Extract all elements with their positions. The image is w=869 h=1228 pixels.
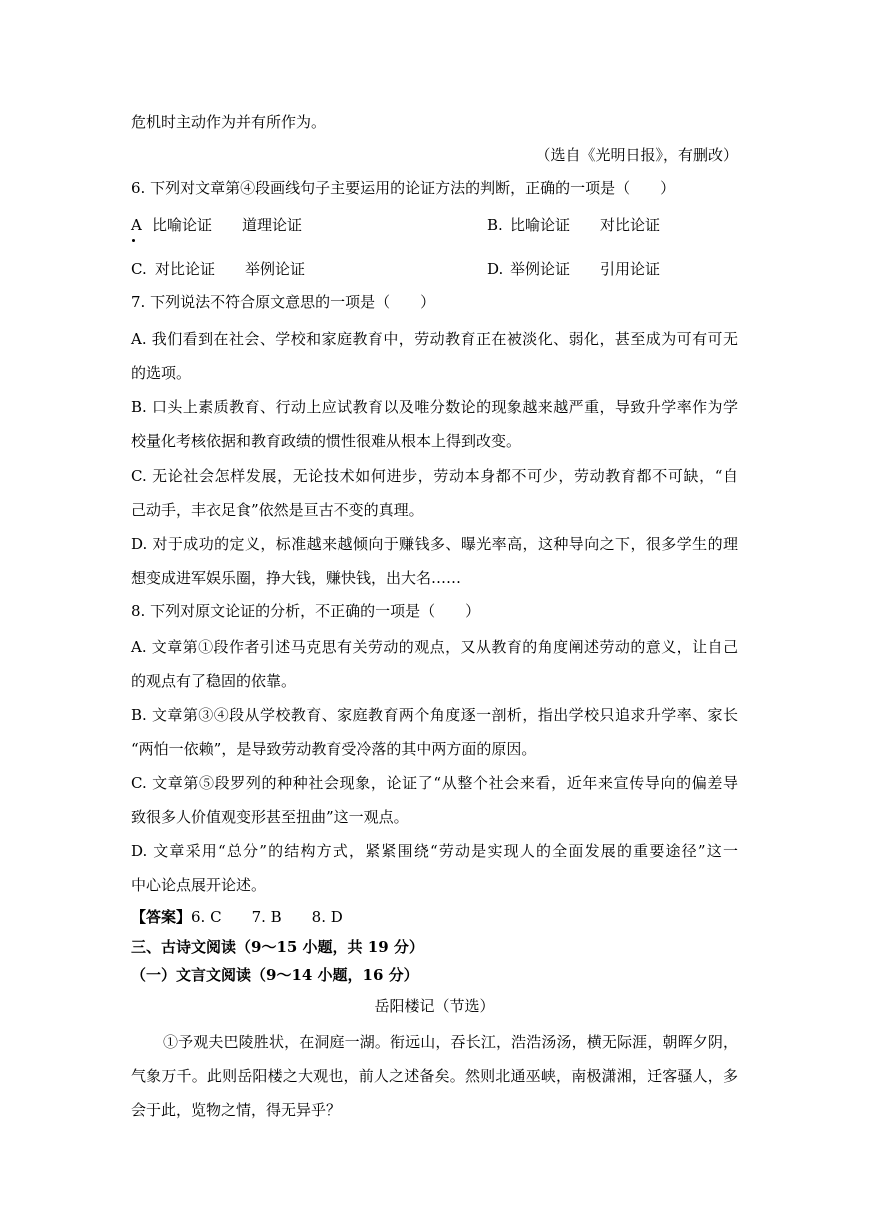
q8-option-b-line: B. 文章第③④段从学校教育、家庭教育两个角度逐一剖析，指出学校只追求升学率、家长 xyxy=(131,706,738,724)
passage-line: ①予观夫巴陵胜状，在洞庭一湖。衔远山，吞长江，浩浩汤汤，横无际涯，朝晖夕阴， xyxy=(163,1033,738,1051)
passage-line: 会于此，览物之情，得无异乎？ xyxy=(131,1101,342,1119)
q7-option-b-line: 校量化考核依据和教育政绩的惯性很难从根本上得到改变。 xyxy=(131,432,522,450)
q6-option-b-label: B. xyxy=(487,216,503,234)
q8-option-c-line: 致很多人价值观变形甚至扭曲”这一观点。 xyxy=(131,808,409,826)
q7-option-c-line: C. 无论社会怎样发展，无论技术如何进步，劳动本身都不可少，劳动教育都不可缺，“自 xyxy=(131,467,738,485)
passage-title: 岳阳楼记（节选） xyxy=(374,997,495,1015)
continuation-line: 危机时主动作为并有所作为。 xyxy=(131,113,327,131)
answer-line xyxy=(131,907,343,927)
q6-option-c-label: C. xyxy=(131,260,147,278)
source-note: （选自《光明日报》，有删改） xyxy=(535,146,738,164)
q6-option-b-text: 比喻论证 对比论证 xyxy=(510,216,661,234)
passage-line: 气象万千。此则岳阳楼之大观也，前人之述备矣。然则北通巫峡，南极潇湘，迁客骚人，多 xyxy=(131,1067,738,1085)
q8-option-a-line: A. 文章第①段作者引述马克思有关劳动的观点，又从教育的角度阐述劳动的意义，让自己 xyxy=(131,638,738,656)
q6-option-c-text: 对比论证 举例论证 xyxy=(155,260,306,278)
section-subheading: （一）文言文阅读（9～14 小题，16 分） xyxy=(131,966,419,984)
q8-option-d-line: 中心论点展开论述。 xyxy=(131,876,267,894)
q8-option-d-line: D. 文章采用“总分”的结构方式，紧紧围绕“劳动是实现人的全面发展的重要途径”这一 xyxy=(131,842,738,860)
q6-option-a-label: A xyxy=(131,216,142,234)
question-6-stem: 6. 下列对文章第④段画线句子主要运用的论证方法的判断，正确的一项是（ ） xyxy=(131,179,676,197)
q7-option-a-line: A. 我们看到在社会、学校和家庭教育中，劳动教育正在被淡化、弱化，甚至成为可有可无 xyxy=(131,330,738,348)
question-7-stem: 7. 下列说法不符合原文意思的一项是（ ） xyxy=(131,293,436,311)
q6-option-d-text: 举例论证 引用论证 xyxy=(510,260,661,278)
q7-option-d-line: D. 对于成功的定义，标准越来越倾向于赚钱多、曝光率高，这种导向之下，很多学生的理 xyxy=(131,535,738,553)
q8-option-c-line: C. 文章第⑤段罗列的种种社会现象，论证了“从整个社会来看，近年来宣传导向的偏差导 xyxy=(131,774,738,792)
q6-option-a-text: 比喻论证 道理论证 xyxy=(152,216,303,234)
answer-text: 6. C 7. B 8. D xyxy=(191,908,343,926)
q7-option-a-line: 的选项。 xyxy=(131,364,192,382)
answer-tag: 【答案】 xyxy=(131,908,192,926)
option-a-dot xyxy=(132,239,135,242)
section-heading: 三、古诗文阅读（9～15 小题，共 19 分） xyxy=(131,938,424,956)
q7-option-d-line: 想变成进军娱乐圈，挣大钱，赚快钱，出大名…… xyxy=(131,569,462,587)
q7-option-c-line: 己动手，丰衣足食”依然是亘古不变的真理。 xyxy=(131,501,424,519)
question-8-stem: 8. 下列对原文论证的分析，不正确的一项是（ ） xyxy=(131,602,481,620)
q7-option-b-line: B. 口头上素质教育、行动上应试教育以及唯分数论的现象越来越严重，导致升学率作为学 xyxy=(131,398,738,416)
q8-option-b-line: “两怕一依赖”，是导致劳动教育受冷落的其中两方面的原因。 xyxy=(131,740,537,758)
q6-option-d-label: D. xyxy=(487,260,504,278)
q8-option-a-line: 的观点有了稳固的依靠。 xyxy=(131,672,297,690)
